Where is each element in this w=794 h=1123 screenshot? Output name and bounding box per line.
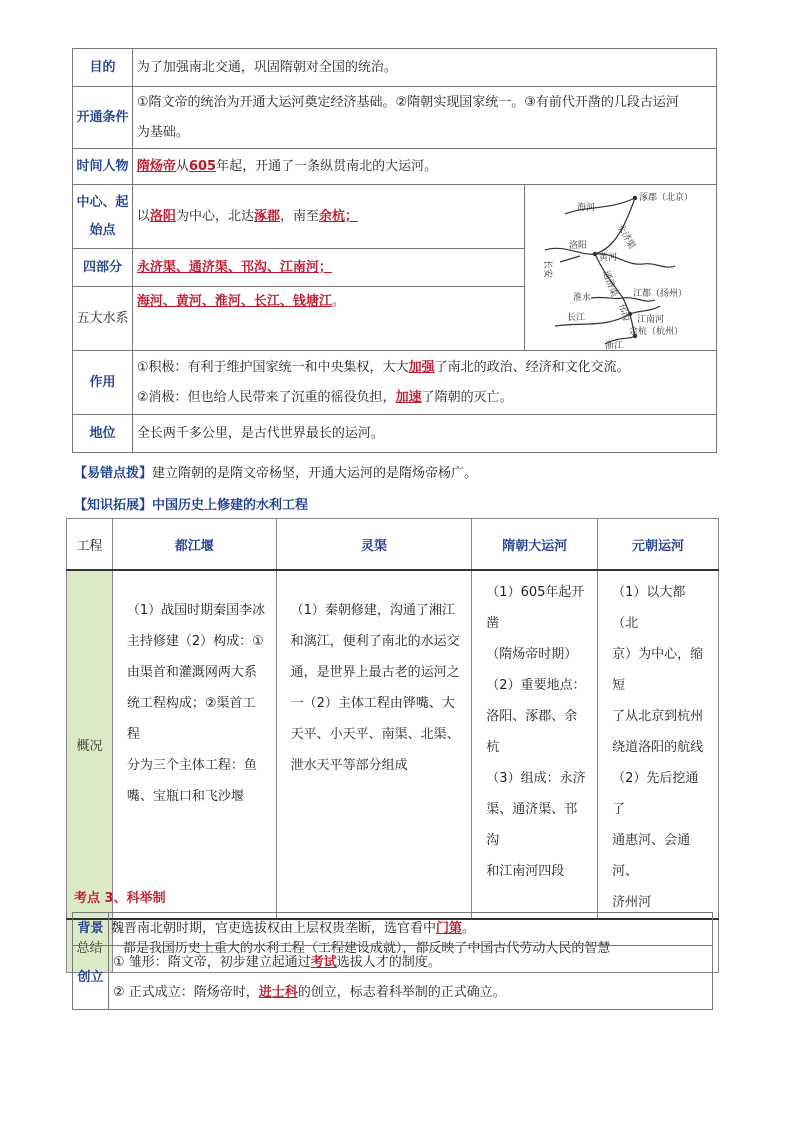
map-label-handu: 邗沟 xyxy=(616,301,631,322)
row-text-center xyxy=(132,185,524,249)
tip-text: 建立隋朝的是隋文帝杨坚，开通大运河的是隋炀帝杨广。 xyxy=(152,466,478,481)
ext-text: 中国历史上修建的水利工程 xyxy=(152,498,309,513)
effect-negative xyxy=(137,383,716,413)
sc-line: （3）组成：永济 xyxy=(486,771,586,786)
sc-line: （2）重要地点： xyxy=(486,678,586,693)
map-label-yuhang: 余杭（杭州） xyxy=(628,326,683,337)
conditions-line-2: 为基础。 xyxy=(136,124,189,140)
lq-line: 天平、小天平、南渠、北渠、 xyxy=(290,727,460,742)
five-rivers-term: 海河、黄河、淮河、长江、钱塘江 xyxy=(136,294,332,309)
background-label: 背景 xyxy=(73,913,109,946)
c1c: 选拔人才的制度。 xyxy=(336,954,441,970)
yuhang-term: 余杭； xyxy=(318,208,358,224)
effect-positive xyxy=(137,353,716,383)
row-label-four-parts: 四部分 xyxy=(73,249,133,287)
tip-title: 【易错点拨】 xyxy=(74,466,153,481)
row-label-conditions: 开通条件 xyxy=(73,87,133,149)
map-label-haihe: 海河 xyxy=(576,202,595,213)
text-from: 从 xyxy=(175,158,189,174)
row-text-effect xyxy=(132,351,716,415)
map-label-jiangdu: 江都（扬州） xyxy=(632,288,687,299)
accelerate-term: 加速 xyxy=(395,389,422,405)
yc-line: （1）以大都（北 xyxy=(612,585,686,631)
map-label-changjiang: 长江 xyxy=(566,312,585,323)
row-label-center xyxy=(73,185,133,249)
header-sui-canal: 隋朝大运河 xyxy=(472,519,598,571)
dj-line: 主持修建（2）构成：① xyxy=(126,634,264,649)
lq-line: 通，是世界上最古老的运河之 xyxy=(290,665,460,680)
c2c: 的创立，标志着科举制的正式确立。 xyxy=(297,984,506,1000)
row-label-purpose: 目的 xyxy=(73,49,133,87)
bg-p1: 魏晋南北朝时期，官吏选拔权由上层权贵垄断，选官看中 xyxy=(110,921,436,936)
bg-p3: 。 xyxy=(461,921,475,936)
center-p1: 以 xyxy=(136,208,150,224)
founding-line-1 xyxy=(113,948,712,978)
error-tip xyxy=(74,462,477,481)
founding-line-2 xyxy=(113,978,712,1008)
sc-line: 和江南河四段 xyxy=(486,864,565,879)
founding-text xyxy=(108,946,712,1010)
sc-line: 渠、通济渠、邗沟 xyxy=(486,802,578,848)
lq-line: 一（2）主体工程由铧嘴、大 xyxy=(290,696,455,711)
row-label-time-person: 时间人物 xyxy=(73,149,133,185)
conditions-line-1: ①隋文帝的统治为开通大运河奠定经济基础。②隋朝实现国家统一。③有前代开凿的几段古运河 xyxy=(136,94,679,110)
effect-a3: 了南北的政治、经济和文化交流。 xyxy=(434,359,630,375)
summary-text: 都是我国历史上重大的水利工程（工程建设成就），都反映了中国古代劳动人民的智慧 xyxy=(112,919,718,973)
sui-canal-desc xyxy=(472,570,598,919)
center-p5: ，南至 xyxy=(279,208,319,224)
map-label-tongjiqu: 通济渠 xyxy=(600,269,619,298)
c2a: ② 正式成立：隋炀帝时， xyxy=(112,984,259,1000)
sc-line: 洛阳、涿郡、余杭 xyxy=(486,709,578,755)
strengthen-term: 加强 xyxy=(408,359,435,375)
founding-label: 创立 xyxy=(73,946,109,1010)
map-label-zhuojun: 涿郡（北京） xyxy=(638,192,693,203)
zhuojun-term: 涿郡 xyxy=(253,208,280,224)
background-text xyxy=(108,913,712,946)
dj-line: 统工程构成；②渠首工程 xyxy=(126,696,256,742)
lq-line: 泄水天平等部分组成 xyxy=(290,758,408,773)
row-text-status: 全长两千多公里，是古代世界最长的运河。 xyxy=(132,415,716,453)
ext-title: 【知识拓展】 xyxy=(74,498,153,513)
yuan-canal-desc xyxy=(598,570,719,919)
lq-line: 和漓江，便利了南北的水运交 xyxy=(290,634,460,649)
map-label-jiangnanhe: 江南河 xyxy=(636,314,664,325)
yc-line: 京）为中心，缩短 xyxy=(612,647,704,693)
yc-line: 通惠河、会通河、 xyxy=(612,833,691,879)
center-label-1: 中心、起 xyxy=(76,194,129,210)
row-text-conditions xyxy=(132,87,716,149)
c1a: ① 雏形：隋文帝，初步建立起通过 xyxy=(112,954,311,970)
family-status-term: 门第 xyxy=(435,921,462,936)
lingqu-desc xyxy=(276,570,472,919)
header-dujiangyan: 都江堰 xyxy=(112,519,276,571)
knowledge-extension xyxy=(74,494,308,513)
dj-line: 嘴、宝瓶口和飞沙堰 xyxy=(126,789,244,804)
map-label-zhejiang: 浙江 xyxy=(604,340,623,350)
row-label-five-rivers: 五大水系 xyxy=(73,287,133,351)
row-text-purpose: 为了加强南北交通，巩固隋朝对全国的统治。 xyxy=(132,49,716,87)
lq-line: （1）秦朝修建，沟通了湘江 xyxy=(290,603,455,618)
yc-line: 济州河 xyxy=(612,895,652,910)
dj-line: 由渠首和灌溉网两大系 xyxy=(126,665,257,680)
yc-line: 了从北京到杭州 xyxy=(612,709,704,724)
canal-map-cell xyxy=(524,185,716,351)
dj-line: 分为三个主体工程：鱼 xyxy=(126,758,257,773)
center-p3: 为中心，北达 xyxy=(175,208,254,224)
header-project: 工程 xyxy=(67,519,113,571)
year-605: 605 xyxy=(188,158,217,174)
exam-table xyxy=(72,912,713,1010)
yc-line: 绕道洛阳的航线 xyxy=(612,740,704,755)
sc-line: （隋炀帝时期） xyxy=(486,647,578,662)
header-lingqu: 灵渠 xyxy=(276,519,472,571)
header-yuan-canal: 元朝运河 xyxy=(598,519,719,571)
effect-a1: ①积极：有利于维护国家统一和中央集权，大大 xyxy=(136,359,409,375)
map-label-huanghe: 黄河 xyxy=(598,252,617,263)
row-text-time-person xyxy=(132,149,716,185)
dj-line: （1）战国时期秦国李冰 xyxy=(126,603,266,618)
yc-line: （2）先后挖通了 xyxy=(612,771,699,817)
center-label-2: 始点 xyxy=(89,222,116,238)
row-text-four-parts xyxy=(132,249,524,287)
canal-table xyxy=(72,48,717,453)
row-label-effect: 作用 xyxy=(73,351,133,415)
jinshi-term: 进士科 xyxy=(258,984,298,1000)
map-label-huaishui: 淮水 xyxy=(572,292,591,303)
effect-b1: ②消极：但也给人民带来了沉重的徭役负担， xyxy=(136,389,396,405)
grand-canal-map xyxy=(525,186,715,350)
map-label-changan: 长安 xyxy=(541,259,552,278)
row-text-five-rivers xyxy=(132,287,524,351)
time-tail: 年起，开通了一条纵贯南北的大运河。 xyxy=(216,158,438,174)
four-parts-term: 永济渠、通济渠、邗沟、江南河； xyxy=(136,259,332,275)
summary-label: 总结 xyxy=(67,919,113,973)
row-label-status: 地位 xyxy=(73,415,133,453)
overview-label: 概况 xyxy=(67,570,113,919)
map-label-luoyang: 洛阳 xyxy=(568,240,587,251)
sc-line: （1）605年起开凿 xyxy=(486,585,585,631)
emperor-yang: 隋炀帝 xyxy=(136,158,176,174)
luoyang-term: 洛阳 xyxy=(149,208,176,224)
effect-b3: 了隋朝的灭亡。 xyxy=(421,389,513,405)
section-title: 考点 3、科举制 xyxy=(74,891,166,906)
exam-term: 考试 xyxy=(310,954,337,970)
dujiangyan-desc xyxy=(112,570,276,919)
map-label-yongjiqu: 永济渠 xyxy=(614,222,637,251)
five-rivers-tail: 。 xyxy=(331,294,345,309)
